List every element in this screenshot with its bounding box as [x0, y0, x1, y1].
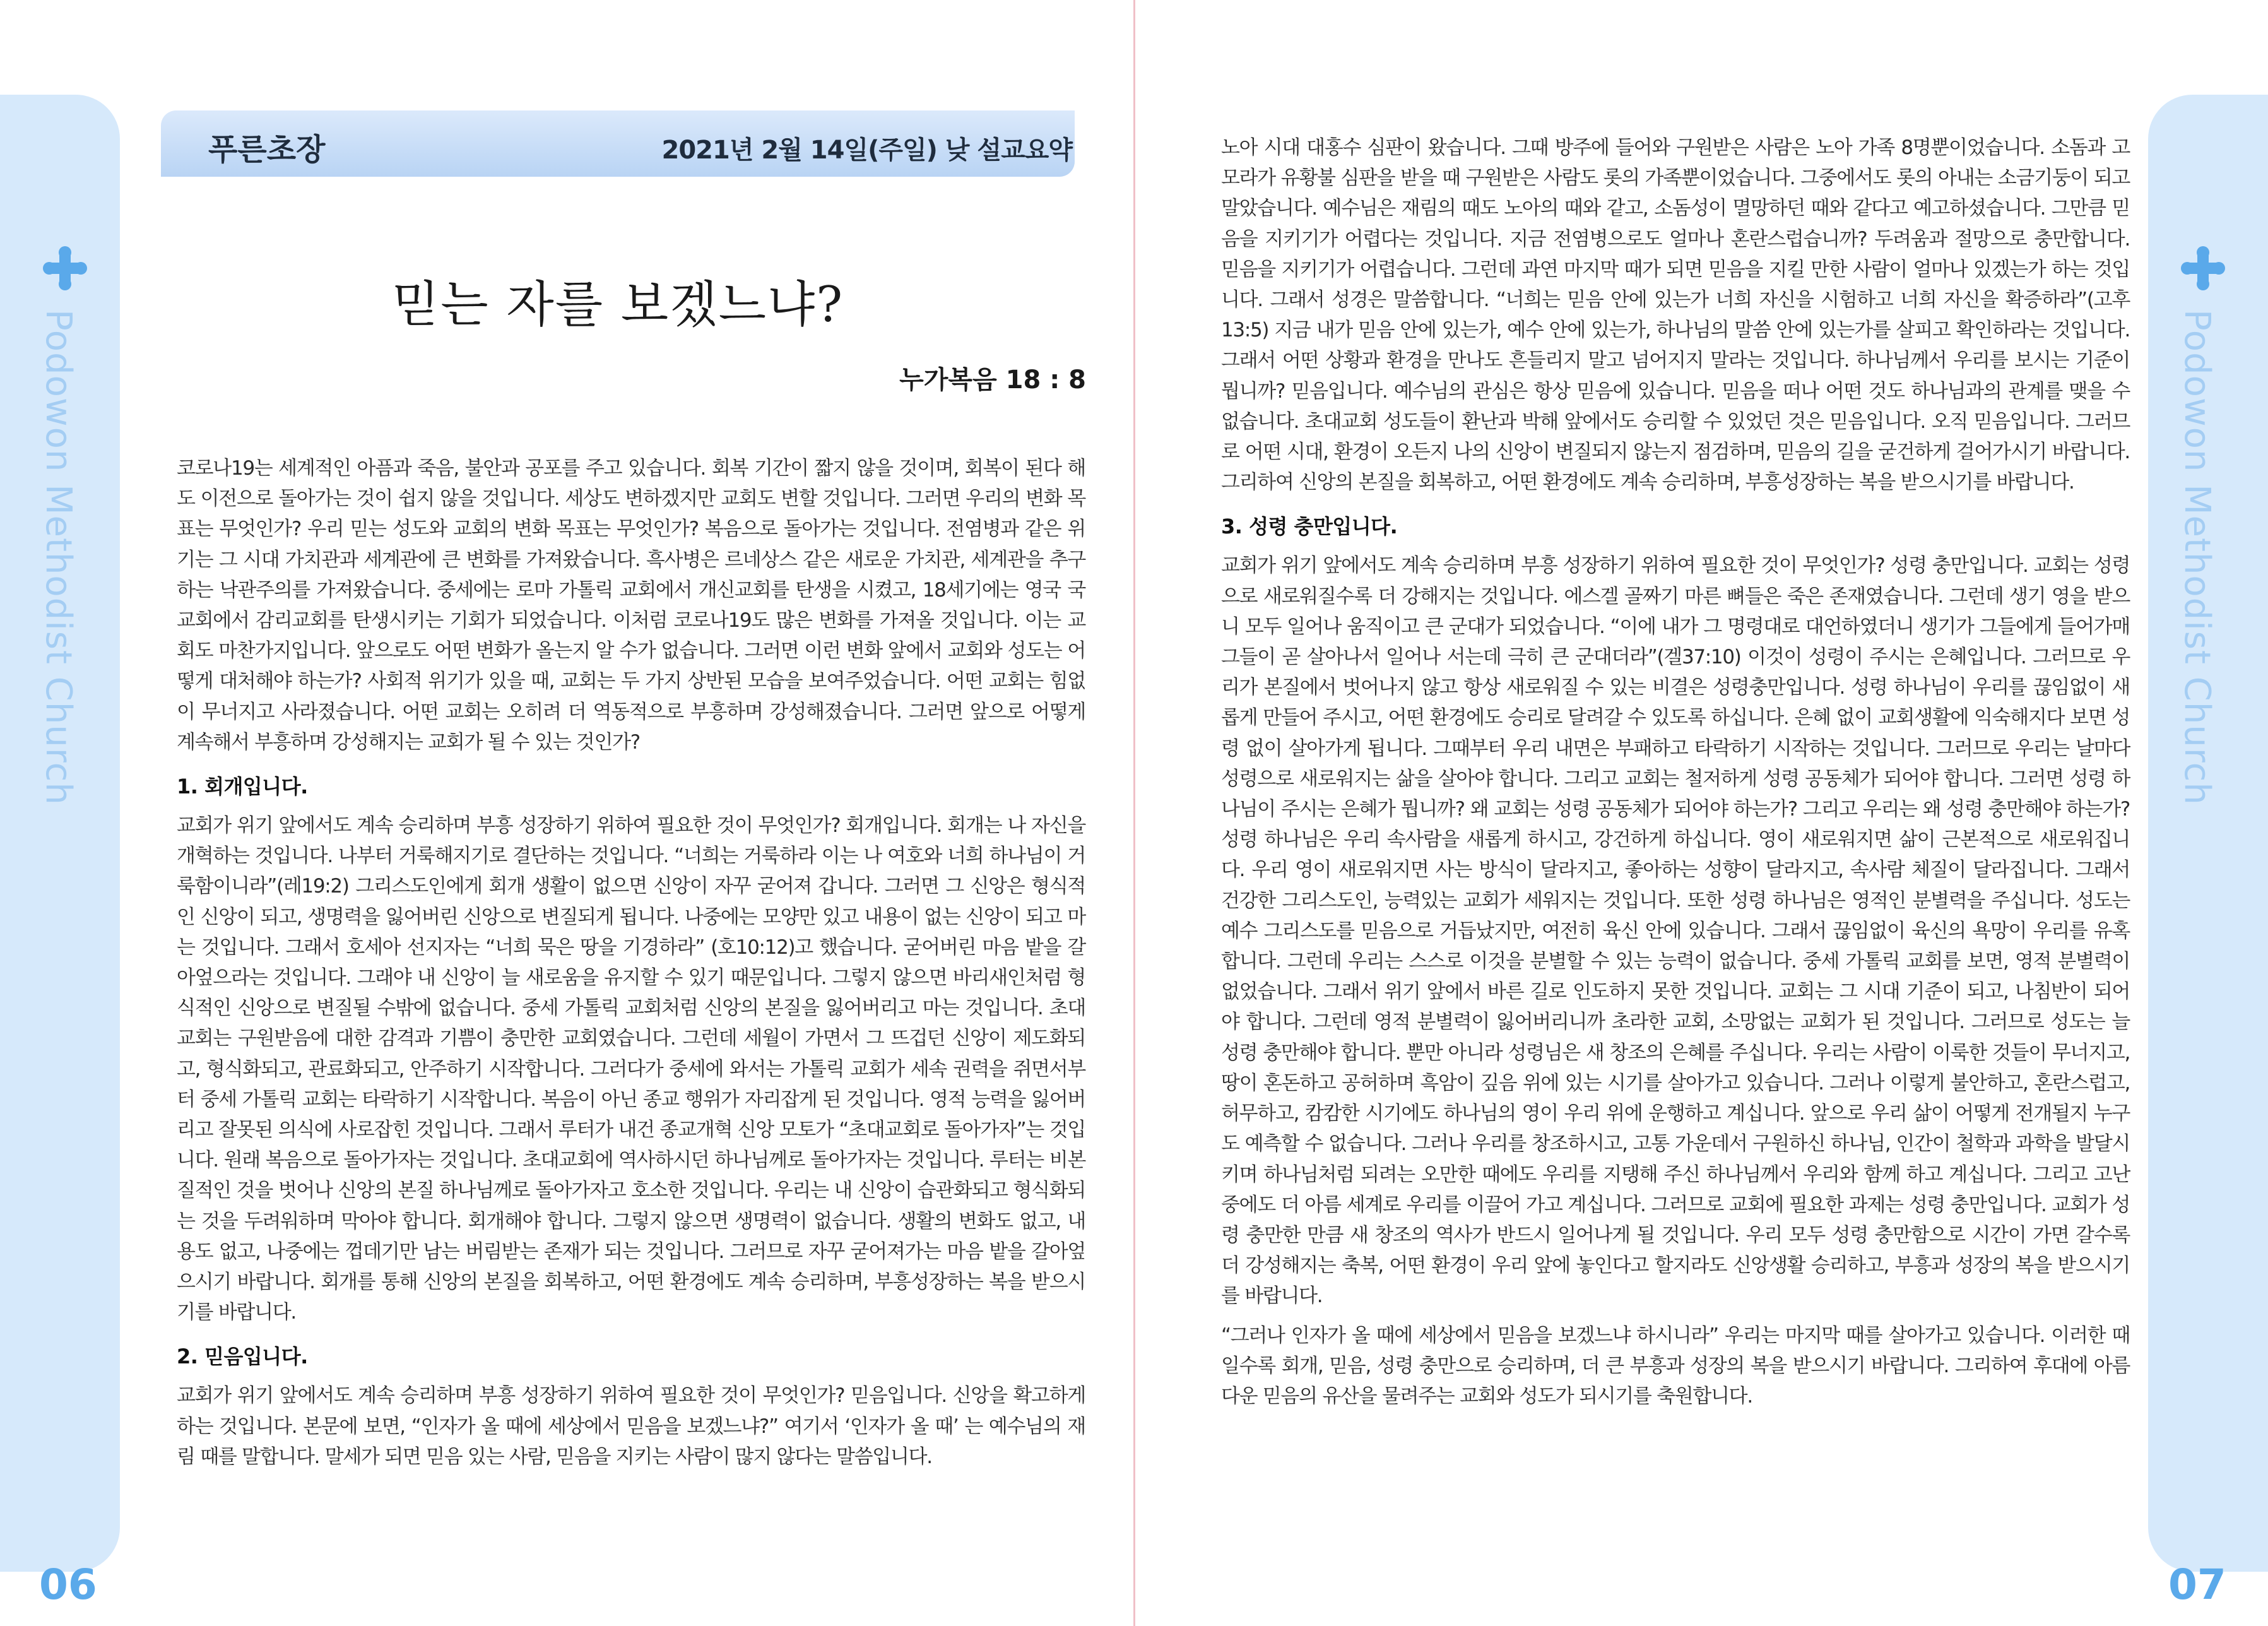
paragraph-holy-spirit: 교회가 위기 앞에서도 계속 승리하며 부흥 성장하기 위하여 필요한 것이 무엇인가? 성령 충만입니다. 교회는 성령으로 새로워질수록 더 강해지는 것입니다. 에스겔 골짜기 마른 뼈들은 죽은 존재였습니다. 그런데 생기 영을 받으니 모두 일어나 움직이고 큰 군대가 되었습니다. “이에 내가 그 명령대로 대언하였더니 생기가 그들에게 들어가매 그들이 곧 살아나서 일어나 서는데 극히 큰 군대더라”(겔37:10) 이것이 성령이 주시는 은혜입니다. 그러므로 우리가 본질에서 벗어나지 않고 항상 새로워질 수 있는 비결은 성령충만입니다. 성령 하나님이 우리를 끊임없이 새롭게 만들어 주시고, 어떤 환경에도 승리로 달려갈 수 있도록 하십니다. 은혜 없이 교회생활에 익숙해지다 보면 성령 없이 살아가게 됩니다. 그때부터 우리 내면은 부패하고 타락하기 시작하는 것입니다. 그러므로 우리는 날마다 성령으로 새로워지는 삶을 살아야 합니다. 그리고 교회는 철저하게 성령 공동체가 되어야 합니다. 그러면 성령 하나님이 주시는 은혜가 뭡니까? 왜 교회는 성령 공동체가 되어야 하는가? 그리고 우리는 왜 성령 충만해야 하는가? 성령 하나님은 우리 속사람을 새롭게 하시고, 강건하게 하십니다. 영이 새로워지면 삶이 근본적으로 새로워집니다. 우리 영이 새로워지면 사는 방식이 달라지고, 좋아하는 성향이 달라지고, 속사람 체질이 달라집니다. 그래서 건강한 그리스도인, 능력있는 교회가 세워지는 것입니다. 또한 성령 하나님은 영적인 분별력을 주십니다. 성도는 예수 그리스도를 믿음으로 거듭났지만, 여전히 육신 안에 있습니다. 그래서 끊임없이 육신의 욕망이 우리를 유혹합니다. 그런데 우리는 스스로 이것을 분별할 수 있는 능력이 없습니다. 중세 가톨릭 교회를 보면, 영적 분별력이 없었습니다. 그래서 위기 앞에서 바른 길로 인도하지 못한 것입니다. 교회는 그 시대 기준이 되고, 나침반이 되어야 합니다. 그런데 영적 분별력이 잃어버리니까 초라한 교회, 소망없는 교회가 된 것입니다. 그러므로 성도는 늘 성령 충만해야 합니다. 뿐만 아니라 성령님은 새 창조의 은혜를 주십니다. 우리는 사람이 이룩한 것들이 무너지고, 땅이 혼돈하고 공허하며 흑암이 깊음 위에 있는 시기를 살아가고 있습니다. 그러나 이렇게 불안하고, 혼란스럽고, 허무하고, 캄캄한 시기에도 하나님의 영이 우리 위에 운행하고 계십니다. 앞으로 우리 삶이 어떻게 전개될지 누구도 예측할 수 없습니다. 그러나 우리를 창조하시고, 고통 가운데서 구원하신 하나님, 인간이 철학과 과학을 발달시키며 하나님처럼 되려는 오만한 때에도 우리를 지탱해 주신 하나님께서 우리와 함께 하고 계십니다. 그리고 고난 중에도 더 아름 세계로 우리를 이끌어 가고 계십니다. 그러므로 교회에 필요한 과제는 성령 충만입니다. 교회가 성령 충만한 만큼 새 창조의 역사가 반드시 일어나게 될 것입니다. 우리 모두 성령 충만함으로 시간이 가면 갈수록 더 강성해지는 축복, 어떤 환경이 우리 앞에 놓인다고 할지라도 신앙생활 승리하고, 부흥과 성장의 복을 받으시기를 바랍니다.: [1221, 554, 2130, 1308]
paragraph-repentance: 교회가 위기 앞에서도 계속 승리하며 부흥 성장하기 위하여 필요한 것이 무엇인가? 회개입니다. 회개는 나 자신을 개혁하는 것입니다. 나부터 거룩해지기로 결단하는 것입니다. “너희는 거룩하라 이는 나 여호와 너희 하나님이 거룩함이니라”(레19:2) 그리스도인에게 회개 생활이 없으면 신앙이 자꾸 굳어져 갑니다. 그러면 그 신앙은 형식적인 신앙이 되고, 생명력을 잃어버린 신앙으로 변질되게 됩니다. 나중에는 모양만 있고 내용이 없는 신앙이 되고 마는 것입니다. 그래서 호세아 선지자는 “너희 묵은 땅을 기경하라” (호10:12)고 했습니다. 굳어버린 마음 밭을 갈아엎으라는 것입니다. 그래야 내 신앙이 늘 새로움을 유지할 수 있기 때문입니다. 그렇지 않으면 바리새인처럼 형식적인 신앙으로 변질될 수밖에 없습니다. 중세 가톨릭 교회처럼 신앙의 본질을 잃어버리고 마는 것입니다. 초대교회는 구원받음에 대한 감격과 기쁨이 충만한 교회였습니다. 그런데 세월이 가면서 그 뜨겁던 신앙이 제도화되고, 형식화되고, 관료화되고, 안주하기 시작합니다. 그러다가 중세에 와서는 가톨릭 교회가 세속 권력을 쥐면서부터 중세 가톨릭 교회는 타락하기 시작합니다. 복음이 아닌 종교 행위가 자리잡게 된 것입니다. 영적 능력을 잃어버리고 잘못된 의식에 사로잡힌 것입니다. 그래서 루터가 내건 종교개혁 신앙 모토가 “초대교회로 돌아가자”는 것입니다. 원래 복음으로 돌아가자는 것입니다. 초대교회에 역사하시던 하나님께로 돌아가자는 것입니다. 루터는 비본질적인 것을 벗어나 신앙의 본질 하나님께로 돌아가자고 호소한 것입니다. 우리는 내 신앙이 습관화되고 형식화되는 것을 두려워하며 막아야 합니다. 회개해야 합니다. 그렇지 않으면 생명력이 없습니다. 생활의 변화도 없고, 내용도 없고, 나중에는 껍데기만 남는 버림받는 존재가 되는 것입니다. 그러므로 자꾸 굳어져가는 마음 밭을 갈아엎으시기 바랍니다. 회개를 통해 신앙의 본질을 회복하고, 어떤 환경에도 계속 승리하며, 부흥성장하는 복을 받으시기를 바랍니다.: [177, 814, 1085, 1324]
church-name-vertical: Podowon Methodist Church: [2176, 309, 2218, 805]
heading-faith: 2. 믿음입니다.: [177, 1344, 308, 1369]
left-column: [177, 453, 1085, 1472]
paragraph-faith-continued: 노아 시대 대홍수 심판이 왔습니다. 그때 방주에 들어와 구원받은 사람은 노아 가족 8명뿐이었습니다. 소돔과 고모라가 유황불 심판을 받을 때 구원받은 사람도 롯의 가족뿐이었습니다. 그중에서도 롯의 아내는 소금기둥이 되고 말았습니다. 예수님은 재림의 때도 노아의 때와 같고, 소돔성이 멸망하던 때와 같다고 예고하셨습니다. 그만큼 믿음을 지키기가 어렵다는 것입니다. 지금 전염병으로도 얼마나 혼란스럽습니까? 두려움과 절망으로 충만합니다. 믿음을 지키기가 어렵습니다. 그런데 과연 마지막 때가 되면 믿음을 지킬 만한 사람이 얼마나 있겠는가 하는 것입니다. 그래서 성경은 말씀합니다. “너희는 믿음 안에 있는가 너희 자신을 시험하고 너희 자신을 확증하라”(고후13:5) 지금 내가 믿음 안에 있는가, 예수 안에 있는가, 하나님의 말씀 안에 있는가를 살피고 확인하라는 것입니다. 그래서 어떤 상황과 환경을 만나도 흔들리지 말고 넘어지지 말라는 것입니다. 하나님께서 우리를 보시는 기준이 뭡니까? 믿음입니다. 예수님의 관심은 항상 믿음에 있습니다. 믿음을 떠나 어떤 것도 하나님과의 관계를 맺을 수 없습니다. 초대교회 성도들이 환난과 박해 앞에서도 승리할 수 있었던 것은 믿음입니다. 오직 믿음입니다. 그러므로 어떤 시대, 환경이 오든지 나의 신앙이 변질되지 않는지 점검하며, 믿음의 길을 굳건하게 걸어가시기 바랍니다. 그리하여 신앙의 본질을 회복하고, 어떤 환경에도 계속 승리하며, 부흥성장하는 복을 받으시기를 바랍니다.: [1221, 136, 2130, 494]
conclusion-paragraph: “그러나 인자가 올 때에 세상에서 믿음을 보겠느냐 하시니라” 우리는 마지막 때를 살아가고 있습니다. 이러한 때일수록 회개, 믿음, 성령 충만으로 승리하며, 더 큰 부흥과 성장의 복을 받으시기 바랍니다. 그리하여 후대에 아름다운 믿음의 유산을 물려주는 교회와 성도가 되시기를 축원합니다.: [1221, 1324, 2130, 1408]
left-side-tab: [0, 95, 120, 1609]
right-side-tab: [2148, 95, 2268, 1609]
scripture-reference: 누가복음 18 : 8: [899, 365, 1086, 395]
page-number-right: 07: [2168, 1560, 2226, 1609]
page-spine: [1133, 0, 1135, 1626]
sermon-title: 믿는 자를 보겠느냐?: [391, 276, 844, 333]
heading-holy-spirit: 3. 성령 충만입니다.: [1221, 514, 1398, 539]
paragraph-faith-start: 교회가 위기 앞에서도 계속 승리하며 부흥 성장하기 위하여 필요한 것이 무엇인가? 믿음입니다. 신앙을 확고하게 하는 것입니다. 본문에 보면, “인자가 올 때에 세상에서 믿음을 보겠느냐?” 여기서 ‘인자가 올 때’ 는 예수님의 재림 때를 말합니다. 말세가 되면 믿음 있는 사람, 믿음을 지키는 사람이 많지 않다는 말씀입니다.: [177, 1384, 1085, 1468]
heading-repentance: 1. 회개입니다.: [177, 774, 308, 799]
church-name-vertical: Podowon Methodist Church: [38, 309, 79, 805]
page-number-left: 06: [39, 1560, 97, 1609]
section-title: 푸른초장: [208, 132, 326, 167]
right-column: [1221, 133, 2130, 1411]
cross-icon: [43, 246, 87, 290]
cross-icon: [2181, 246, 2225, 290]
sermon-date: 2021년 2월 14일(주일) 낮 설교요약: [661, 136, 1072, 165]
intro-paragraph: 코로나19는 세계적인 아픔과 죽음, 불안과 공포를 주고 있습니다. 회복 기간이 짧지 않을 것이며, 회복이 된다 해도 이전으로 돌아가는 것이 쉽지 않을 것입니다. 세상도 변하겠지만 교회도 변할 것입니다. 그러면 우리의 변화 목표는 무엇인가? 우리 믿는 성도와 교회의 변화 목표는 무엇인가? 복음으로 돌아가는 것입니다. 전염병과 같은 위기는 그 시대 가치관과 세계관에 큰 변화를 가져왔습니다. 흑사병은 르네상스 같은 새로운 가치관, 세계관을 추구하는 낙관주의를 가져왔습니다. 중세에는 로마 가톨릭 교회에서 개신교회를 탄생을 시켰고, 18세기에는 영국 국교회에서 감리교회를 탄생시키는 기회가 되었습니다. 이처럼 코로나19도 많은 변화를 가져올 것입니다. 이는 교회도 마찬가지입니다. 앞으로도 어떤 변화가 올는지 알 수가 없습니다. 그러면 이런 변화 앞에서 교회와 성도는 어떻게 대처해야 하는가? 사회적 위기가 있을 때, 교회는 두 가지 상반된 모습을 보여주었습니다. 어떤 교회는 힘없이 무너지고 사라졌습니다. 어떤 교회는 오히려 더 역동적으로 부흥하며 강성해졌습니다. 그러면 앞으로 어떻게 계속해서 부흥하며 강성해지는 교회가 될 수 있는 것인가?: [177, 457, 1085, 754]
